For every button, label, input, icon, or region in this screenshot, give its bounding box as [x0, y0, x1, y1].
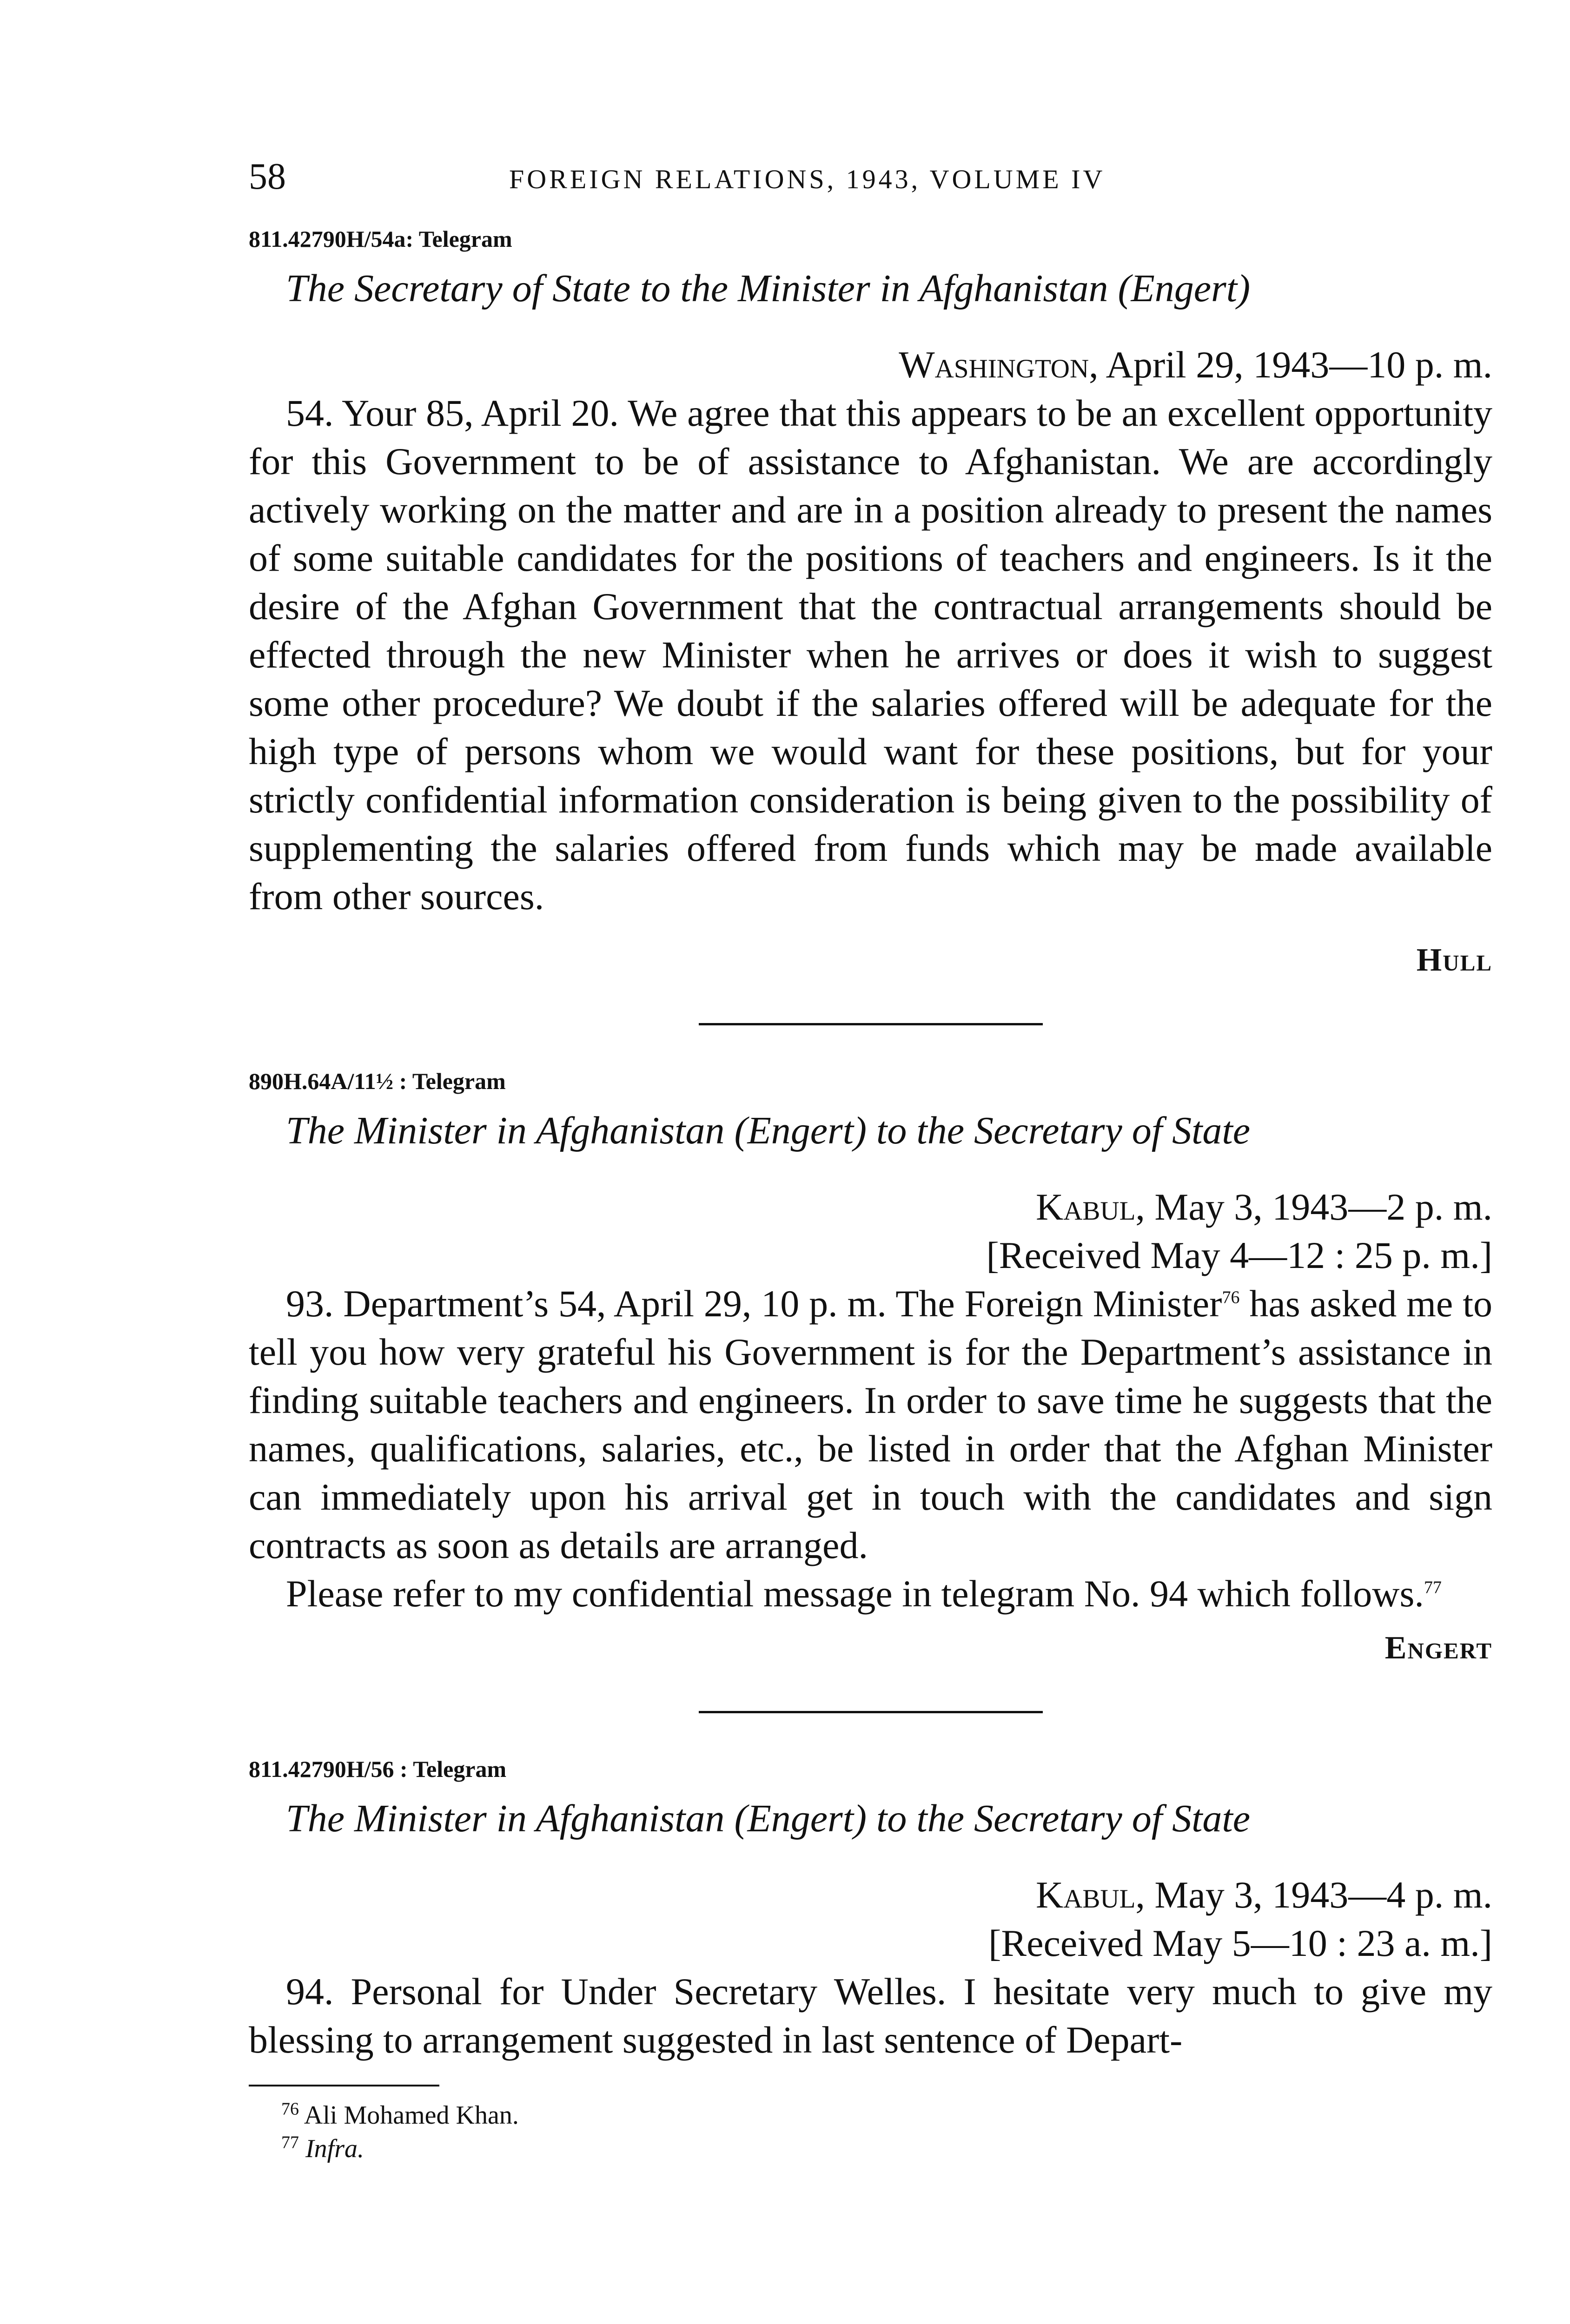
- document-title: The Minister in Afghanistan (Engert) to the Secretary of State: [286, 1797, 1251, 1840]
- footnote-text: Infra.: [299, 2134, 364, 2163]
- message-body: 94. Personal for Under Secretary Welles. I hesitate very much to give my blessing to arrangement suggested in last sentence of Depart-: [249, 1970, 1492, 2061]
- section-divider: [699, 1711, 1043, 1713]
- document-entry-1: [249, 225, 1492, 981]
- dateline-place: Kabul,: [1036, 1874, 1145, 1916]
- received-line: [Received May 5—10 : 23 a. m.]: [988, 1922, 1492, 1964]
- footnote-ref: 76: [1222, 1287, 1240, 1307]
- document-id: 811.42790H/54a: Telegram: [249, 226, 512, 252]
- dateline-date: May 3, 1943—4 p. m.: [1145, 1874, 1492, 1916]
- dateline-place: Kabul,: [1036, 1186, 1145, 1228]
- body-text: 93. Department’s 54, April 29, 10 p. m. The Foreign Minister: [286, 1282, 1222, 1325]
- dateline: [249, 341, 1492, 389]
- page-number: 58: [249, 156, 286, 197]
- document-id: 890H.64A/11½ : Telegram: [249, 1068, 506, 1094]
- dateline: [249, 1183, 1492, 1231]
- page-header: [249, 153, 1492, 209]
- dateline-date: April 29, 1943—10 p. m.: [1098, 343, 1492, 386]
- footnote-text: Ali Mohamed Khan.: [299, 2101, 519, 2130]
- dateline-place: Washington,: [899, 343, 1099, 386]
- received-line: [Received May 4—12 : 25 p. m.]: [986, 1234, 1492, 1276]
- signature: Engert: [1385, 1630, 1492, 1666]
- message-body: [249, 1570, 1492, 1618]
- footnote-rule: [249, 2085, 439, 2086]
- document-id: 811.42790H/56 : Telegram: [249, 1756, 507, 1782]
- body-text: has asked me to tell you how very grateful his Government is for the Department’s assistance in finding suitable teachers and engineers. In order to save time he suggests that the names, qualifications, salaries, etc., be listed in order that the Afghan Minister can immediately upon his arrival get in touch with the candidates and sign contracts as soon as details are arranged.: [249, 1282, 1492, 1566]
- signature: Hull: [1416, 942, 1492, 978]
- document-entry-2: [249, 1067, 1492, 1669]
- document-entry-3: [249, 1755, 1492, 2064]
- section-divider: [699, 1023, 1043, 1025]
- running-title: FOREIGN RELATIONS, 1943, VOLUME IV: [509, 164, 1106, 194]
- footnote-ref: 77: [1424, 1578, 1442, 1598]
- dateline: [249, 1871, 1492, 1919]
- body-text: Please refer to my confidential message in telegram No. 94 which follows.: [286, 1572, 1424, 1615]
- document-title: The Minister in Afghanistan (Engert) to the Secretary of State: [286, 1109, 1251, 1152]
- document-title: The Secretary of State to the Minister in Afghanistan (Engert): [286, 267, 1251, 310]
- footnote: [249, 2132, 1492, 2166]
- dateline-date: May 3, 1943—2 p. m.: [1145, 1186, 1492, 1228]
- document-page: [249, 153, 1492, 2166]
- message-body: [249, 1280, 1492, 1570]
- footnote-number: 76: [281, 2099, 299, 2119]
- footnote: [249, 2099, 1492, 2132]
- footnotes: [249, 2099, 1492, 2166]
- message-body: 54. Your 85, April 20. We agree that this appears to be an excellent opportunity for this Government to be of assistance to Afghanistan. We are accordingly actively working on the matter and are in a position already to present the names of some suitable candidates for the positions of teachers and engineers. Is it the desire of the Afghan Government that the contractual arrangements should be effected through the new Minister when he arrives or does it wish to suggest some other procedure? We doubt if the salaries offered will be adequate for the high type of persons whom we would want for these positions, but for your strictly confidential information consideration is being given to the possibility of supplementing the salaries offered from funds which may be made available from other sources.: [249, 392, 1492, 918]
- footnote-number: 77: [281, 2133, 299, 2152]
